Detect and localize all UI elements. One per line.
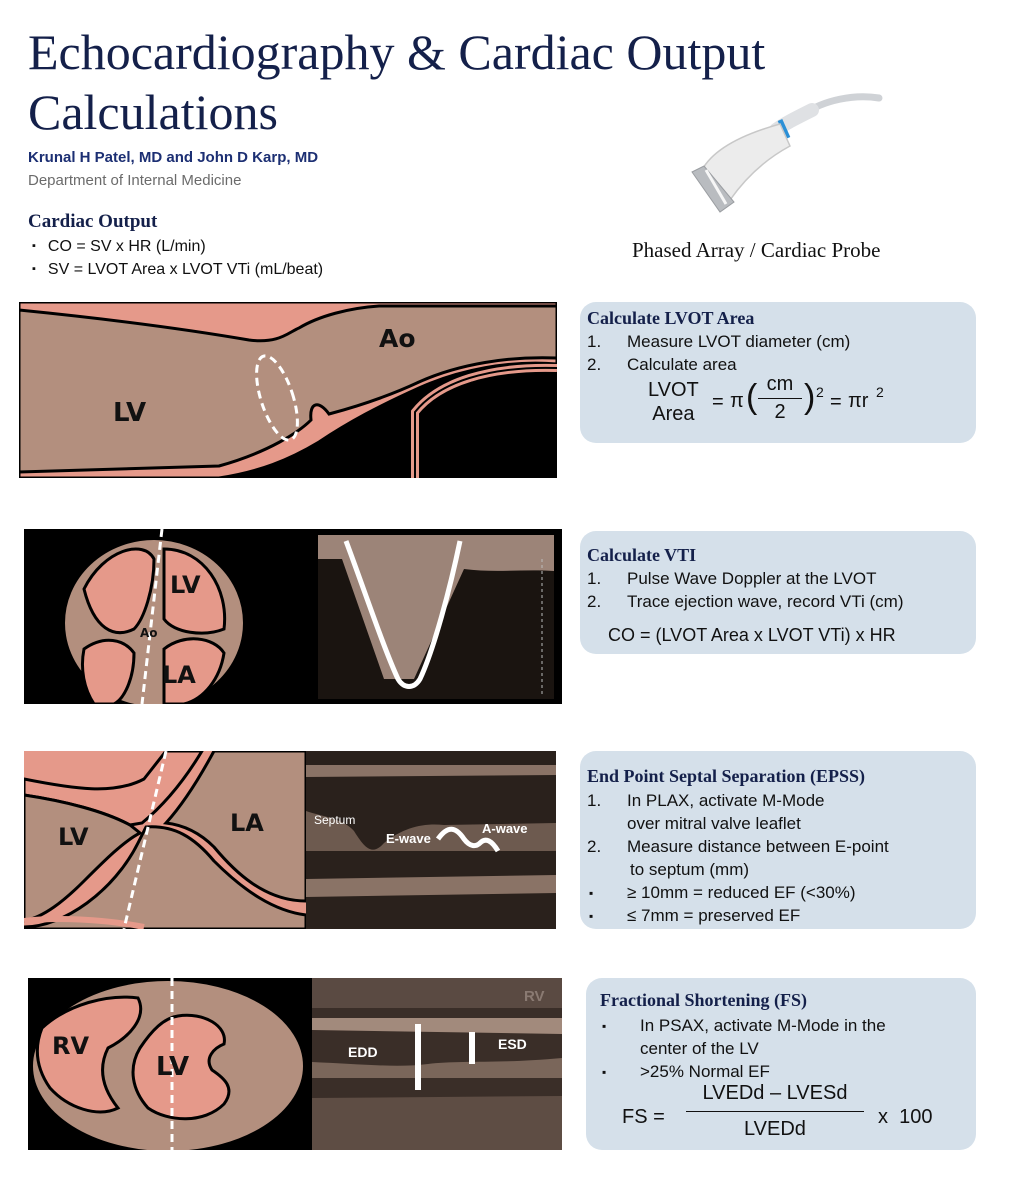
lvot-heading: Calculate LVOT Area <box>587 308 755 328</box>
label-lv: LV <box>58 823 89 851</box>
fs-formula: FS = LVEDd – LVESd LVEDd x 100 <box>622 1082 933 1140</box>
label-edd: EDD <box>348 1044 378 1060</box>
fs-heading: Fractional Shortening (FS) <box>600 990 807 1010</box>
vti-diagram <box>24 529 562 704</box>
list-item: ▪ ≤ 7mm = preserved EF <box>587 904 972 927</box>
vti-heading: Calculate VTI <box>587 545 697 565</box>
list-item: ▪ >25% Normal EF <box>600 1060 930 1083</box>
list-item: 1. In PLAX, activate M-Mode <box>587 791 825 810</box>
label-a-wave: A-wave <box>482 821 528 836</box>
list-item: over mitral valve leaflet <box>627 814 801 833</box>
label-e-wave: E-wave <box>386 831 431 846</box>
list-item: 2. Trace ejection wave, record VTi (cm) <box>587 592 904 611</box>
list-item: ▪ ≥ 10mm = reduced EF (<30%) <box>587 881 972 904</box>
department: Department of Internal Medicine <box>28 172 242 189</box>
epss-panel <box>580 751 976 929</box>
cardiac-output-formula: CO = (LVOT Area x LVOT VTi) x HR <box>608 625 896 645</box>
list-item: 1. Pulse Wave Doppler at the LVOT <box>587 569 877 588</box>
vti-steps <box>587 567 967 613</box>
probe-image <box>684 90 884 220</box>
label-lv: LV <box>156 1052 190 1082</box>
authors: Krunal H Patel, MD and John D Karp, MD <box>28 149 319 166</box>
probe-caption: Phased Array / Cardiac Probe <box>632 238 881 262</box>
label-rv-mmode: RV <box>524 988 545 1005</box>
list-item: 2. Calculate area <box>587 355 737 374</box>
label-ao: Ao <box>379 324 416 353</box>
cardiac-output-list <box>32 236 323 282</box>
epss-steps <box>587 789 972 927</box>
page-title: Echocardiography & Cardiac Output Calculations <box>28 24 766 140</box>
lvot-area-formula: LVOT Area = π ( cm 2 ) 2 = πr 2 <box>648 373 884 425</box>
fs-panel <box>586 978 976 1150</box>
label-lv: LV <box>170 571 201 599</box>
label-rv: RV <box>52 1032 90 1060</box>
label-septum: Septum <box>314 813 356 827</box>
label-la: LA <box>230 809 264 837</box>
label-lv: LV <box>113 398 147 428</box>
list-item: ▪ SV = LVOT Area x LVOT VTi (mL/beat) <box>32 259 323 282</box>
cardiac-output-heading: Cardiac Output <box>28 211 158 232</box>
epss-diagram <box>24 751 556 929</box>
label-esd: ESD <box>498 1036 527 1052</box>
lvot-panel <box>580 302 976 443</box>
lvot-diagram <box>19 302 557 478</box>
list-item: 2. Measure distance between E-point <box>587 837 889 856</box>
fs-diagram <box>28 978 562 1150</box>
list-item: to septum (mm) <box>630 860 750 879</box>
list-item: ▪ In PSAX, activate M-Mode in the center of the LV <box>600 1014 930 1060</box>
fs-list <box>600 1014 930 1083</box>
list-item: ▪ CO = SV x HR (L/min) <box>32 236 323 259</box>
epss-heading: End Point Septal Separation (EPSS) <box>587 766 866 786</box>
label-ao: Ao <box>140 626 158 640</box>
lvot-steps <box>587 330 967 376</box>
list-item: 1. Measure LVOT diameter (cm) <box>587 332 851 351</box>
vti-panel <box>580 531 976 654</box>
label-la: LA <box>162 661 196 689</box>
